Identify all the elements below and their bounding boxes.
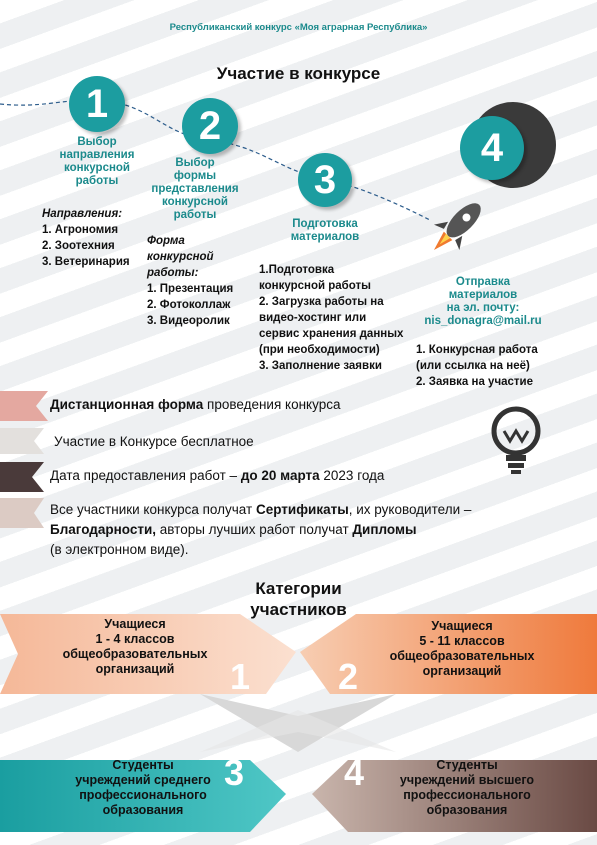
step-3-title: Подготовка материалов <box>290 218 360 243</box>
category-2: Учащиеся 5 - 11 классов общеобразовательных организаций <box>389 619 535 678</box>
step-2-title: Выбор формы представления конкурсной работы <box>151 157 239 221</box>
step-2-list: Форма конкурсной работы: 1. Презентация 2. Фотоколлаж 3. Видеоролик <box>147 235 234 327</box>
step-1-list: Направления: 1. Агрономия 2. Зоотехния 3. Ветеринария <box>42 208 130 268</box>
ribbon-dark <box>0 462 48 492</box>
ribbon-pink <box>0 391 48 421</box>
categories-title: Категории участников <box>250 579 347 619</box>
step-3-circle: 3 <box>298 153 352 207</box>
info-line-2: Участие в Конкурсе бесплатное <box>54 434 254 449</box>
category-3: Студенты учреждений среднего профессионального образования <box>75 758 211 817</box>
step-2-circle: 2 <box>182 98 238 154</box>
page-title: Участие в конкурсе <box>216 64 381 83</box>
category-4: Студенты учреждений высшего профессионального образования <box>399 758 535 817</box>
info-certificates: Все участники конкурса получат Сертификаты, их руководители – Благодарности, авторы лучших работ получат Дипломы (в электронном виде). <box>50 502 472 557</box>
header-text: Республиканский конкурс «Моя аграрная Республика» <box>169 22 428 33</box>
ribbon-light <box>0 428 48 454</box>
step-4-list: 1. Конкурсная работа (или ссылка на неё) 2. Заявка на участие <box>416 344 538 388</box>
ribbon-beige <box>0 498 48 528</box>
step-4-title: Отправка материалов на эл. почту: nis_donagra@mail.ru <box>424 276 542 327</box>
lightbulb-icon <box>486 403 548 479</box>
category-1-number: 1 <box>230 656 251 697</box>
category-4-number: 4 <box>344 752 365 793</box>
info-line-3: Дата предоставления работ – до 20 марта 2023 года <box>50 468 385 483</box>
step-1-title: Выбор направления конкурсной работы <box>59 136 135 187</box>
category-3-number: 3 <box>224 752 245 793</box>
category-2-number: 2 <box>338 656 359 697</box>
category-1: Учащиеся 1 - 4 классов общеобразовательных организаций <box>62 617 208 676</box>
step-1-circle: 1 <box>69 76 125 132</box>
step-4-circle: 4 <box>460 116 524 180</box>
rocket-icon <box>418 188 498 264</box>
info-line-1: Дистанционная форма проведения конкурса <box>50 397 341 412</box>
step-3-list: 1.Подготовка конкурсной работы 2. Загрузка работы на видео-хостинг или сервис хранения данных (при необходимости) 3. Заполнение заявки <box>259 264 404 372</box>
